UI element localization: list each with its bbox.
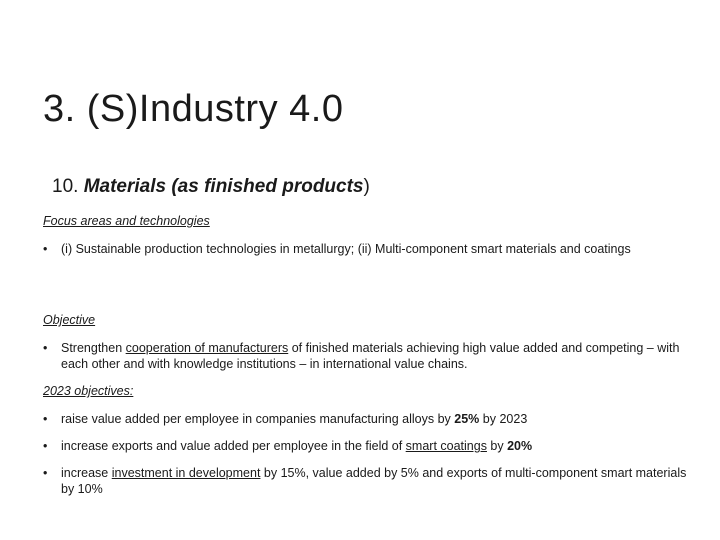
slide-title: 3. (S)Industry 4.0: [43, 88, 344, 130]
objective-text-after: of finished materials achieving high value added and competing – with each other and with knowledge institutions – in international value chains.: [61, 341, 680, 371]
objective-2023-item-1: [43, 411, 693, 427]
focus-heading: Focus areas and technologies: [43, 214, 210, 228]
objective-2023-item-1-text: [43, 411, 693, 427]
item-1-before: raise value added per employee in companies manufacturing alloys by: [61, 412, 455, 426]
objective-2023-item-3: [43, 465, 693, 497]
bullet-dot: •: [43, 466, 48, 480]
objective-heading: Objective: [43, 313, 96, 327]
bullet-dot: •: [43, 439, 48, 453]
objective-2023-item-2-text: [43, 438, 693, 454]
item-3-after: by 15%, value added by 5% and exports of multi-component smart materials by 10%: [61, 466, 687, 496]
slide-subtitle: [52, 176, 370, 198]
item-3-before: increase: [61, 466, 112, 480]
item-2-bold: 20%: [507, 439, 533, 453]
item-1-bold: 25%: [454, 412, 480, 426]
objective-text-underlined: cooperation of manufacturers: [125, 341, 289, 355]
objectives-2023-heading: 2023 objectives:: [43, 384, 134, 398]
item-2-underlined: smart coatings: [405, 439, 487, 453]
objective-bullet: [43, 340, 693, 372]
item-3-underlined: investment in development: [111, 466, 261, 480]
item-2-before: increase exports and value added per employee in the field of: [61, 439, 406, 453]
bullet-dot: •: [43, 412, 48, 426]
objective-2023-item-2: [43, 438, 693, 454]
item-1-after: by 2023: [479, 412, 528, 426]
objective-2023-item-3-text: [43, 465, 693, 497]
bullet-dot: •: [43, 341, 48, 355]
bullet-dot: •: [43, 242, 48, 256]
objective-text-before: Strengthen: [61, 341, 126, 355]
item-2-mid: by: [486, 439, 508, 453]
subtitle-number: 10.: [52, 176, 79, 197]
objective-bullet-text: [43, 340, 693, 372]
focus-bullet: [43, 241, 693, 257]
subtitle-main: Materials (as finished products: [83, 176, 364, 197]
subtitle-close: ): [363, 176, 370, 197]
focus-bullet-text: (i) Sustainable production technologies in metallurgy; (ii) Multi-component smart materials and coatings: [61, 242, 631, 256]
